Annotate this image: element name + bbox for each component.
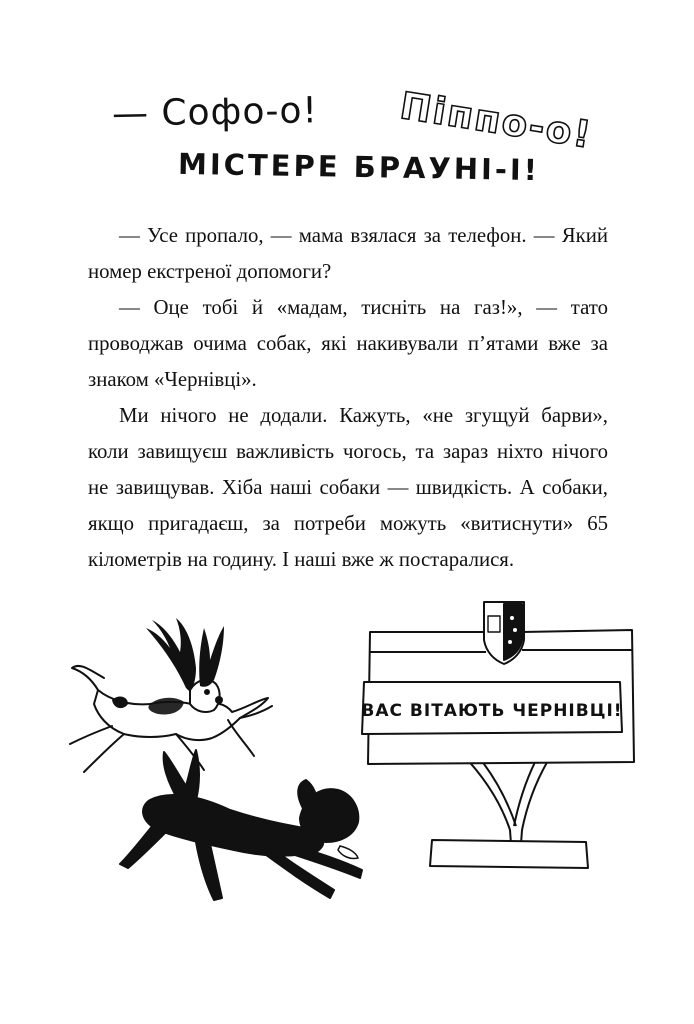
black-dog-drawing [120,750,362,900]
city-sign-drawing [362,602,634,868]
dog-ears [146,618,224,692]
dog-tongue [338,846,358,859]
shout-pippo: Піппо-о! [397,84,596,157]
paragraph-2: — Оце тобі й «мадам, тисніть на газ!», — тато проводжав очима собак, які накивували п’ятами вже за знаком «Чернівці». [88,296,608,391]
sign-text: ВАС ВІТАЮТЬ ЧЕРНІВЦІ! [361,701,623,721]
shout-sofo: — Софо-о! [111,90,319,135]
paragraph-1: — Усе пропало, — мама взялася за телефон. — Який номер екстреної допомоги? [88,224,608,283]
shout-mister-brown: МІСТЕРЕ БРАУНІ-І! [177,146,541,188]
spotted-dog-drawing [70,666,272,772]
paragraph-3: Ми нічого не додали. Кажуть, «не згущуй барви», коли завищуєш важливість чогось, та зараз ніхто нічого не завищував. Хіба наші собаки — швидкість. А собаки, якщо пригадаєш, за потреби можуть «витиснути» 65 кілометрів на годину. І наші вже ж постаралися. [88,404,608,571]
